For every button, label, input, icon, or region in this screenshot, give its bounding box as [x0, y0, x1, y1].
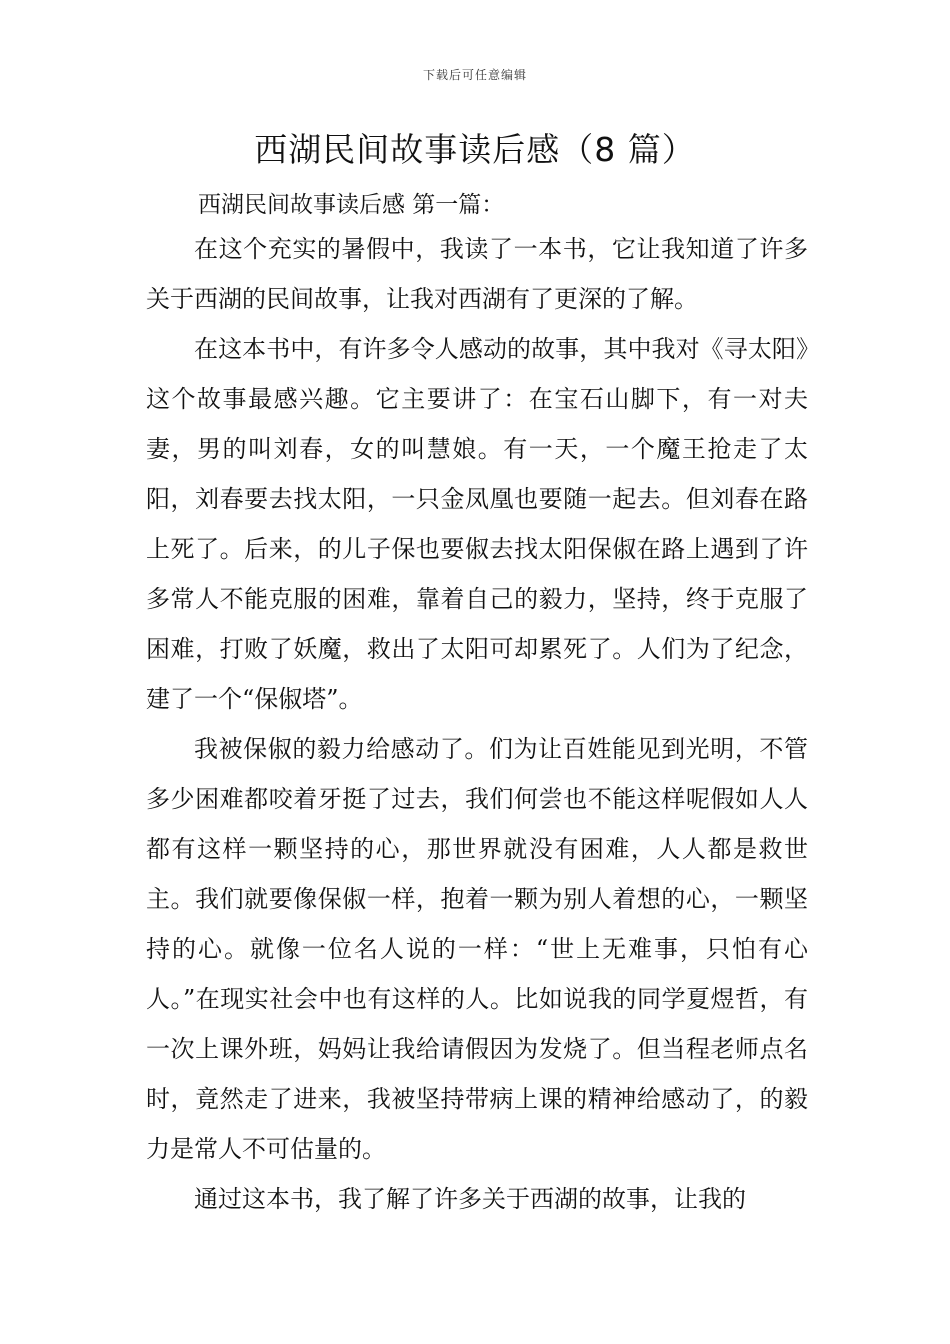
- document-body: [146, 224, 808, 1224]
- paragraph-2: 在这本书中，有许多令人感动的故事，其中我对《寻太阳》这个故事最感兴趣。它主要讲了：在宝石山脚下，有一对夫妻，男的叫刘春，女的叫慧娘。有一天，一个魔王抢走了太阳，刘春要去找太阳，一只金凤凰也要随一起去。但刘春在路上死了。后来，的儿子保也要俶去找太阳保俶在路上遇到了许多常人不能克服的困难，靠着自己的毅力，坚持，终于克服了困难，打败了妖魔，救出了太阳可却累死了。人们为了纪念，建了一个“保俶塔”。: [146, 335, 808, 713]
- header-note: 下载后可任意编辑: [422, 68, 527, 82]
- paragraph-3: 我被保俶的毅力给感动了。们为让百姓能见到光明，不管多少困难都咬着牙挺了过去，我们何尝也不能这样呢假如人人都有这样一颗坚持的心，那世界就没有困难，人人都是救世主。我们就要像保俶一样，抱着一颗为别人着想的心，一颗坚持的心。就像一位名人说的一样：“世上无难事，只怕有心人。”在现实社会中也有这样的人。比如说我的同学夏煜哲，有一次上课外班，妈妈让我给请假因为发烧了。但当程老师点名时，竟然走了进来，我被坚持带病上课的精神给感动了，的毅力是常人不可估量的。: [146, 735, 808, 1163]
- section-heading: 西湖民间故事读后感 第一篇：: [198, 192, 505, 218]
- document-title: 西湖民间故事读后感（8 篇）: [254, 130, 696, 169]
- paragraph-4: 通过这本书，我了解了许多关于西湖的故事，让我的: [194, 1185, 746, 1213]
- paragraph-1: 在这个充实的暑假中，我读了一本书，它让我知道了许多关于西湖的民间故事，让我对西湖有了更深的了解。: [146, 235, 808, 313]
